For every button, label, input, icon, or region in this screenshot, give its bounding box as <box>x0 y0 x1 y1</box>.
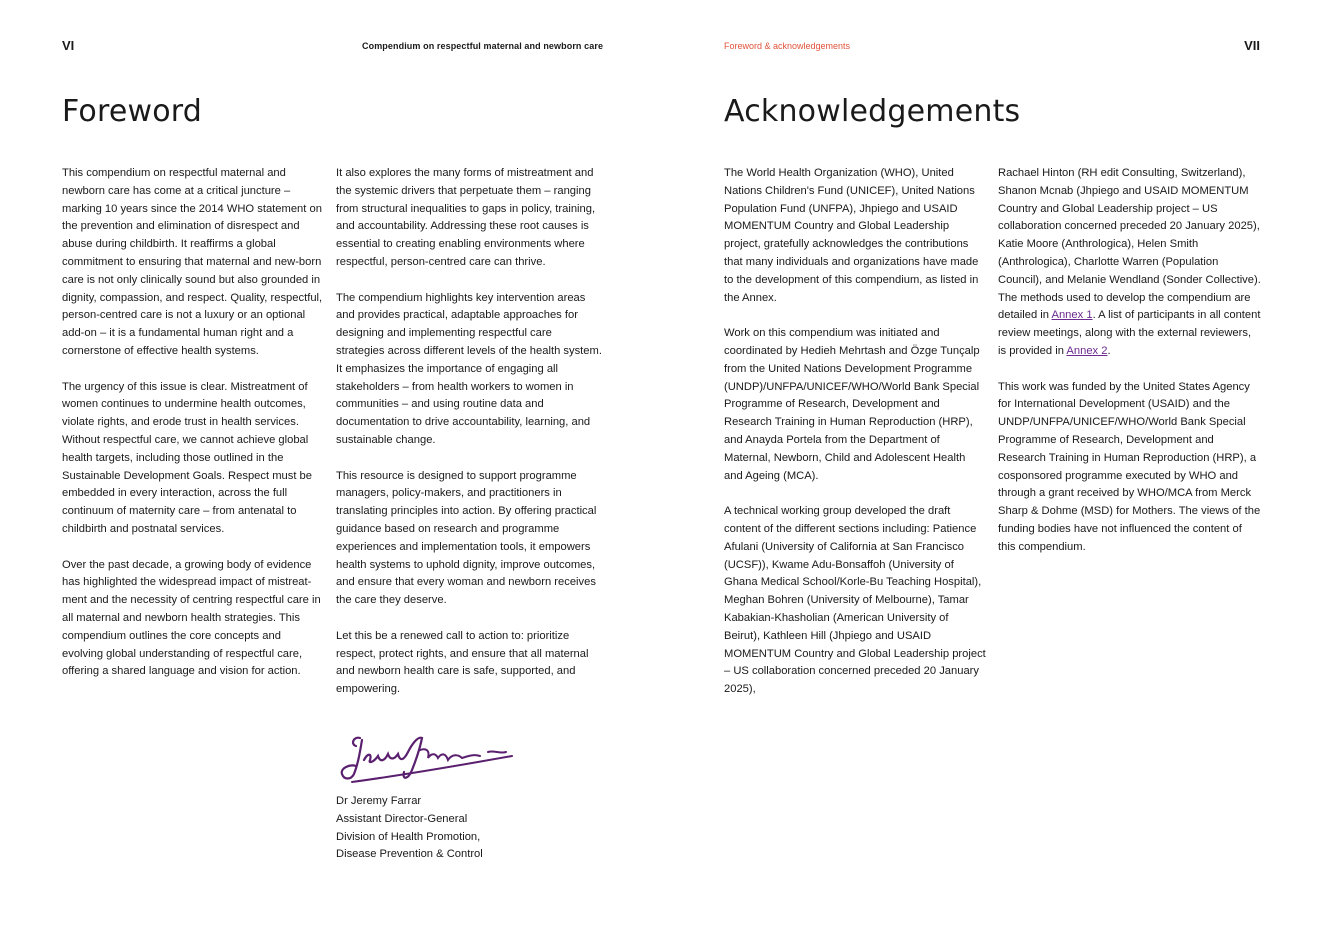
paragraph-methods <box>998 290 1262 361</box>
paragraph: Rachael Hinton (RH edit Consulting, Switzerland), Shanon Mcnab (Jhpiego and USAID MOMENTUM Country and Global Leadership project – US collaboration concerned preceded 20 January 2025), Katie Moore (Anthrologica), Helen Smith (Anthrologica), Charlotte Warren (Population Council), and Melanie Wendland (Sonder Collective). <box>998 167 1261 286</box>
signature-image <box>336 730 516 788</box>
text-span: The methods used to develop the compendium are detailed in <box>998 291 1251 322</box>
signatory-division-line-2: Disease Prevention & Control <box>336 848 483 861</box>
signatory-division-line-1: Division of Health Promotion, <box>336 830 481 843</box>
signatory-name: Dr Jeremy Farrar <box>336 795 422 807</box>
signatory-role: Assistant Director-General <box>336 812 468 825</box>
acknowledgements-column-1 <box>724 165 986 717</box>
paragraph: This work was funded by the United States Agency for International Development (USAID) and the UNDP/UNFPA/UNICEF/WHO/World Bank Special Programme of Research, Development and Research Training in Human Reproduction (HRP), a cosponsored programme executed by WHO and through a grant received by WHO/MCA from Merck Sharp & Dohme (MSD) for Mothers. The views of the funding bodies have not influenced the content of this compendium. <box>998 380 1261 553</box>
running-header-section: Foreword & acknowledgements <box>724 41 851 51</box>
page-number-right: VII <box>1244 38 1260 53</box>
paragraph: This compendium on respectful maternal and newborn care has come at a critical juncture – marking 10 years since the 2014 WHO statement on the prevention and elimination of disrespect and abuse during childbirth. It reaffirms a global commitment to ensuring that maternal and new-born care is not only clinically sound but also grounded in dignity, compassion, and respect. Quality, respectful, person-centred care is not a luxury or an optional add-on – it is a fundamental human right and a cornerstone of effective health systems. <box>62 167 323 357</box>
foreword-column-2 <box>336 165 602 717</box>
paragraph: The urgency of this issue is clear. Mistreatment of women continues to undermine health outcomes, violate rights, and erode trust in health services. Without respectful care, we cannot achieve global health targets, including those outlined in the Sustainable Development Goals. Respect must be embedded in every interaction, across the full continuum of maternity care – from antenatal to childbirth and postnatal services. <box>62 380 312 535</box>
annex-1-link[interactable]: Annex 1 <box>1051 309 1093 322</box>
signature-block <box>336 730 516 864</box>
paragraph: It also explores the many forms of mistreatment and the systemic drivers that perpetuate them – ranging from structural inequalities to gaps in policy, training, and accountability. Addressing these root causes is essential to creating enabling environments where respectful, person-centred care can thrive. <box>336 167 596 268</box>
text-span: . <box>1107 344 1111 357</box>
acknowledgements-column-2 <box>998 165 1262 574</box>
page-number-left: VI <box>62 38 75 53</box>
paragraph: The World Health Organization (WHO), United Nations Children's Fund (UNICEF), United Nations Population Fund (UNFPA), Jhpiego and USAID MOMENTUM Country and Global Leadership project, gratefully acknowledges the contributions that many individuals and organizations have made to the development of this compendium, as listed in the Annex. <box>724 167 979 304</box>
acknowledgements-title: Acknowledgements <box>724 94 1021 129</box>
foreword-title: Foreword <box>62 94 203 129</box>
paragraph: This resource is designed to support programme managers, policy-makers, and practitioners in translating principles into action. By offering practical guidance based on research and programme experiences and implementation tools, it empowers health systems to uphold dignity, improve outcomes, and ensure that every woman and newborn receives the care they deserve. <box>336 469 597 607</box>
running-header-title: Compendium on respectful maternal and newborn care <box>362 41 604 51</box>
foreword-column-1 <box>62 165 324 699</box>
paragraph: Let this be a renewed call to action to: prioritize respect, protect rights, and ensure that all maternal and newborn health care is safe, supported, and empowering. <box>336 629 589 696</box>
paragraph: Over the past decade, a growing body of evidence has highlighted the widespread impact of mistreat-ment and the necessity of centring respectful care in all maternal and newborn health strategies. This compendium outlines the core concepts and evolving global understanding of respectful care, offering a shared language and vision for action. <box>62 558 321 678</box>
annex-2-link[interactable]: Annex 2 <box>1066 344 1108 357</box>
paragraph: Work on this compendium was initiated and coordinated by Hedieh Mehrtash and Özge Tunçalp from the United Nations Development Programme (UNDP)/UNFPA/UNICEF/WHO/World Bank Special Programme of Research, Development and Research Training in Human Reproduction (HRP), and Anayda Portela from the Department of Maternal, Newborn, Child and Adolescent Health and Ageing (MCA). <box>724 327 980 482</box>
text-span: . A list of participants in all content review meetings, along with the external reviewers, is provided in <box>998 309 1261 357</box>
paragraph: The compendium highlights key intervention areas and provides practical, adaptable approaches for designing and implementing respectful care strategies across different levels of the health system. It emphasizes the importance of engaging all stakeholders – from health workers to women in communities – and using routine data and documentation to drive accountability, learning, and sustainable change. <box>336 291 602 446</box>
paragraph: A technical working group developed the draft content of the different sections including: Patience Afulani (University of California at San Francisco (UCSF)), Kwame Adu-Bonsaffoh (University of Ghana Medical School/Korle-Bu Teaching Hospital), Meghan Bohren (University of Melbourne), Tamar Kabakian-Khasholian (American University of Beirut), Kathleen Hill (Jhpiego and USAID MOMENTUM Country and Global Leadership project – US collaboration concerned preceded 20 January 2025), <box>724 505 986 696</box>
